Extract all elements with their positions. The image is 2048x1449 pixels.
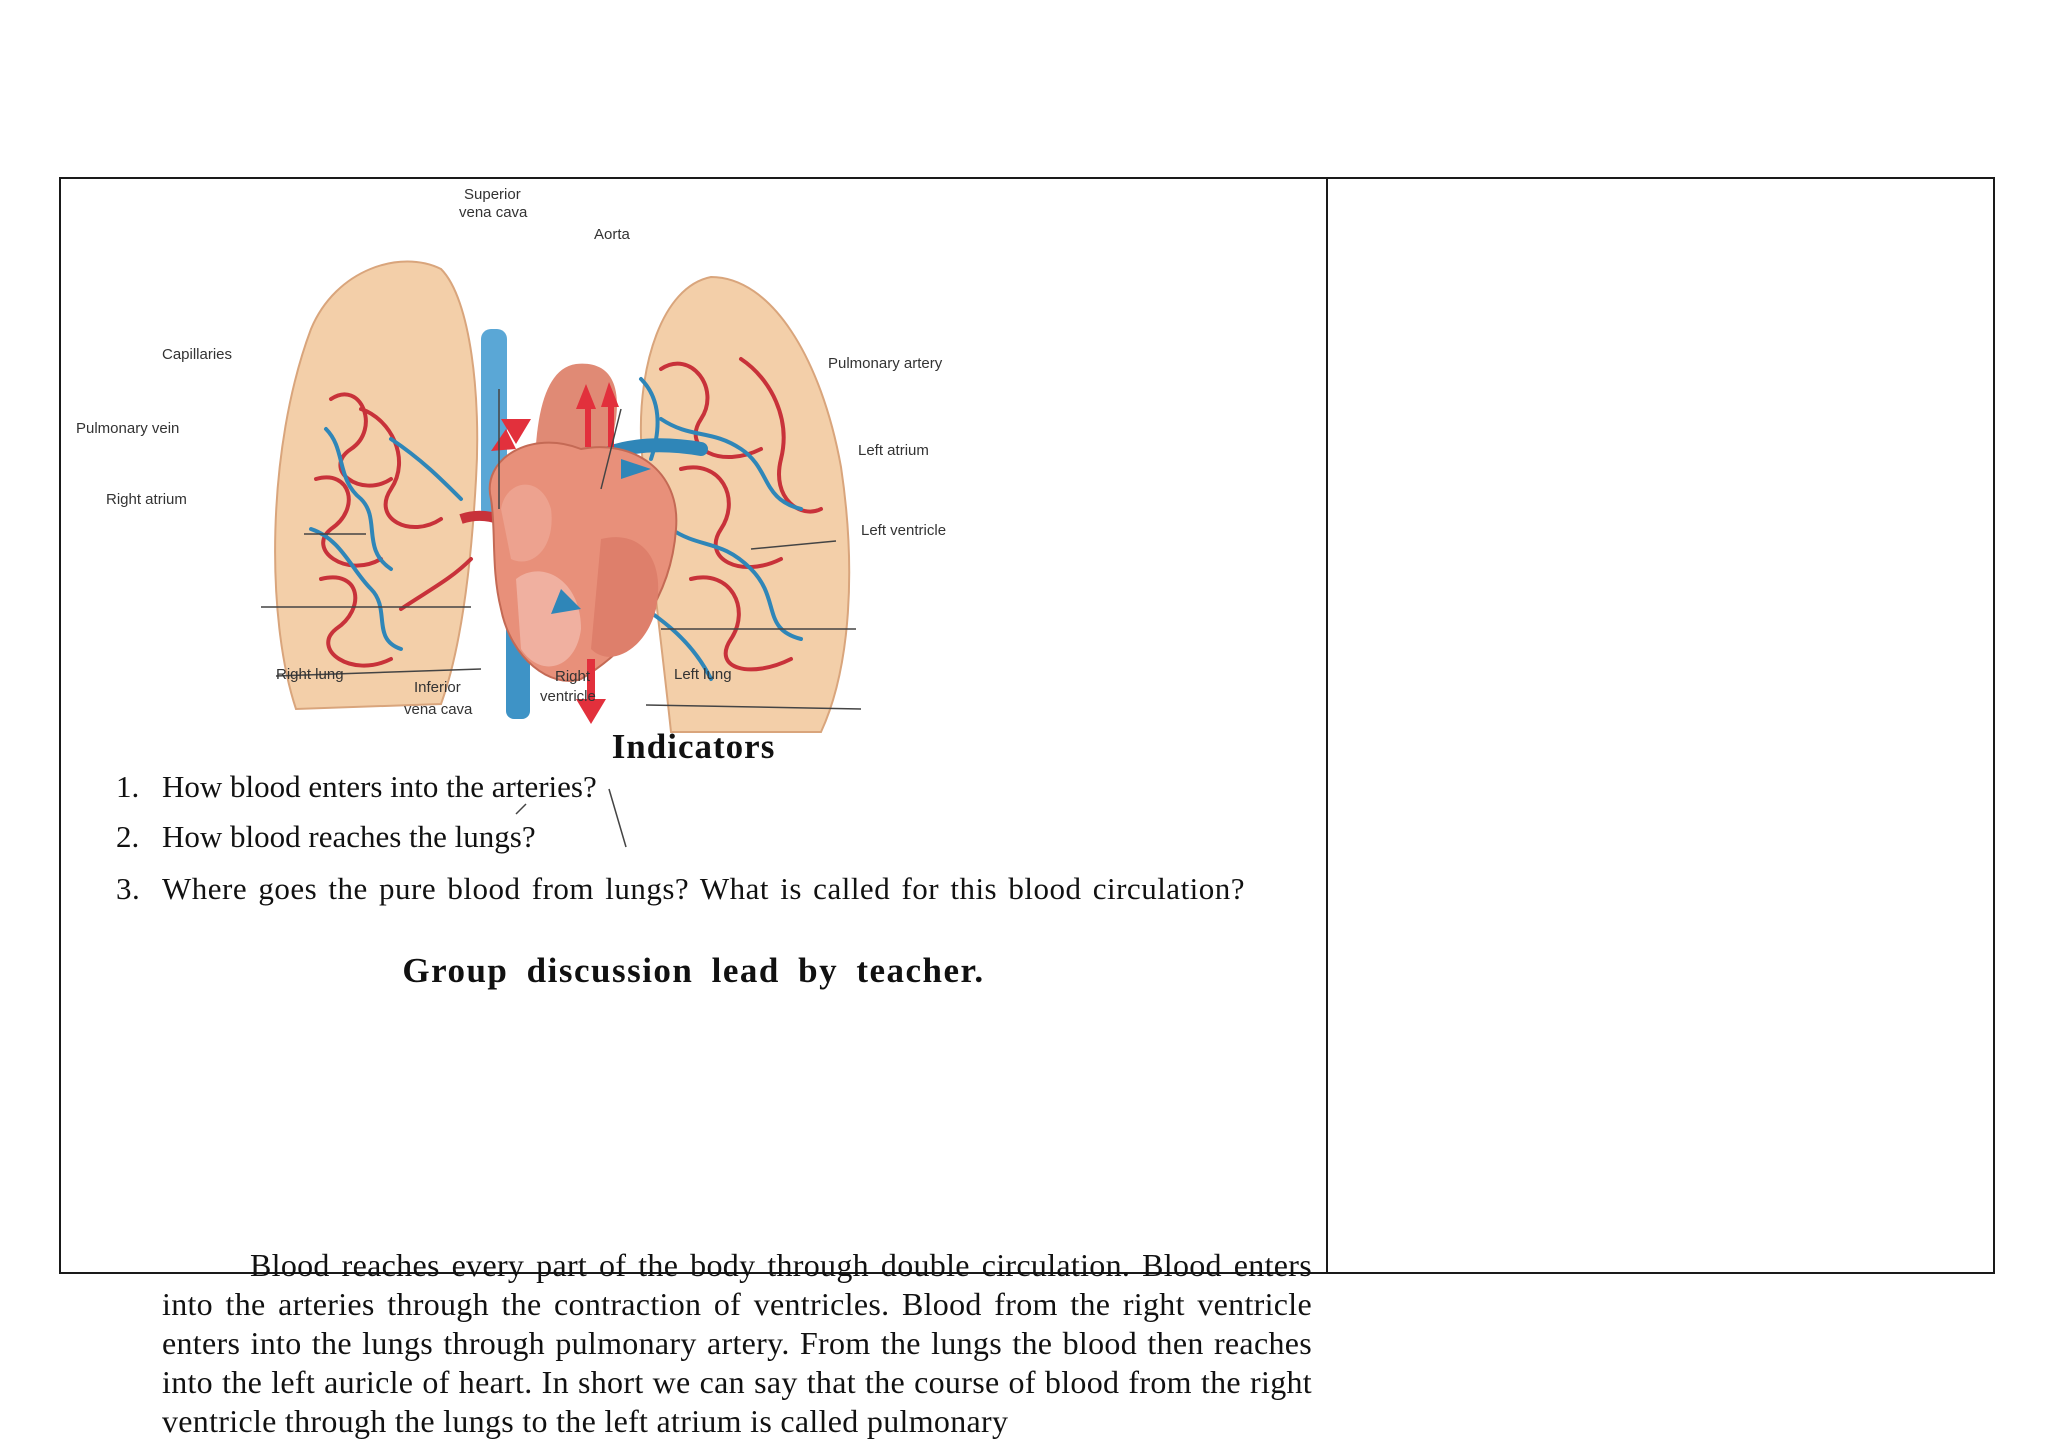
indicators-heading: Indicators bbox=[611, 727, 776, 766]
label-left-lung: Left lung bbox=[674, 666, 732, 683]
document-table bbox=[59, 177, 1995, 1439]
list-item-number: 3. bbox=[116, 871, 141, 906]
label-left-atrium: Left atrium bbox=[858, 442, 929, 459]
list-item bbox=[116, 871, 1252, 907]
group-discussion-heading: Group discussion lead by teacher. bbox=[402, 951, 985, 990]
list-item bbox=[116, 769, 1316, 805]
label-left-ventricle: Left ventricle bbox=[861, 522, 947, 539]
indicator-list bbox=[116, 769, 1316, 907]
label-right-lung: Right lung bbox=[276, 666, 344, 683]
list-item-text: How blood reaches the lungs? bbox=[162, 819, 536, 854]
label-superior-vena-cava-2: vena cava bbox=[459, 204, 528, 221]
list-item bbox=[116, 819, 1316, 855]
label-pulmonary-artery: Pulmonary artery bbox=[828, 355, 943, 372]
label-right-ventricle-2: ventricle bbox=[540, 688, 596, 705]
label-right-atrium: Right atrium bbox=[106, 491, 187, 508]
label-pulmonary-vein: Pulmonary vein bbox=[76, 420, 180, 437]
right-cell-empty bbox=[1328, 179, 1993, 1272]
explanation-paragraph: Blood reaches every part of the body through double circulation. Blood enters into the arteries through the contraction of ventricles. Blood from the right ventricle enters into the lungs through pulmonary artery. From the lungs the blood then reaches into the left auricle of heart. In short we can say that the course of blood from the right ventricle through the lungs to the left atrium is called pulmonary bbox=[162, 1247, 1312, 1439]
label-aorta: Aorta bbox=[594, 226, 630, 243]
left-cell bbox=[61, 179, 1326, 1439]
left-ventricle-shape bbox=[591, 537, 658, 657]
label-capillaries: Capillaries bbox=[162, 346, 233, 363]
list-item-number: 2. bbox=[116, 819, 140, 854]
list-item-text: Where goes the pure blood from lungs? What is called for this blood circulation? bbox=[162, 871, 1246, 906]
label-inferior-vena-cava-2: vena cava bbox=[404, 701, 473, 718]
list-item-text: How blood enters into the arteries? bbox=[162, 769, 597, 804]
label-inferior-vena-cava-1: Inferior bbox=[414, 679, 461, 696]
label-right-ventricle-1: Right bbox=[555, 668, 591, 685]
label-superior-vena-cava-1: Superior bbox=[464, 186, 521, 203]
heart-lungs-diagram bbox=[61, 179, 947, 734]
list-item-number: 1. bbox=[116, 769, 140, 804]
